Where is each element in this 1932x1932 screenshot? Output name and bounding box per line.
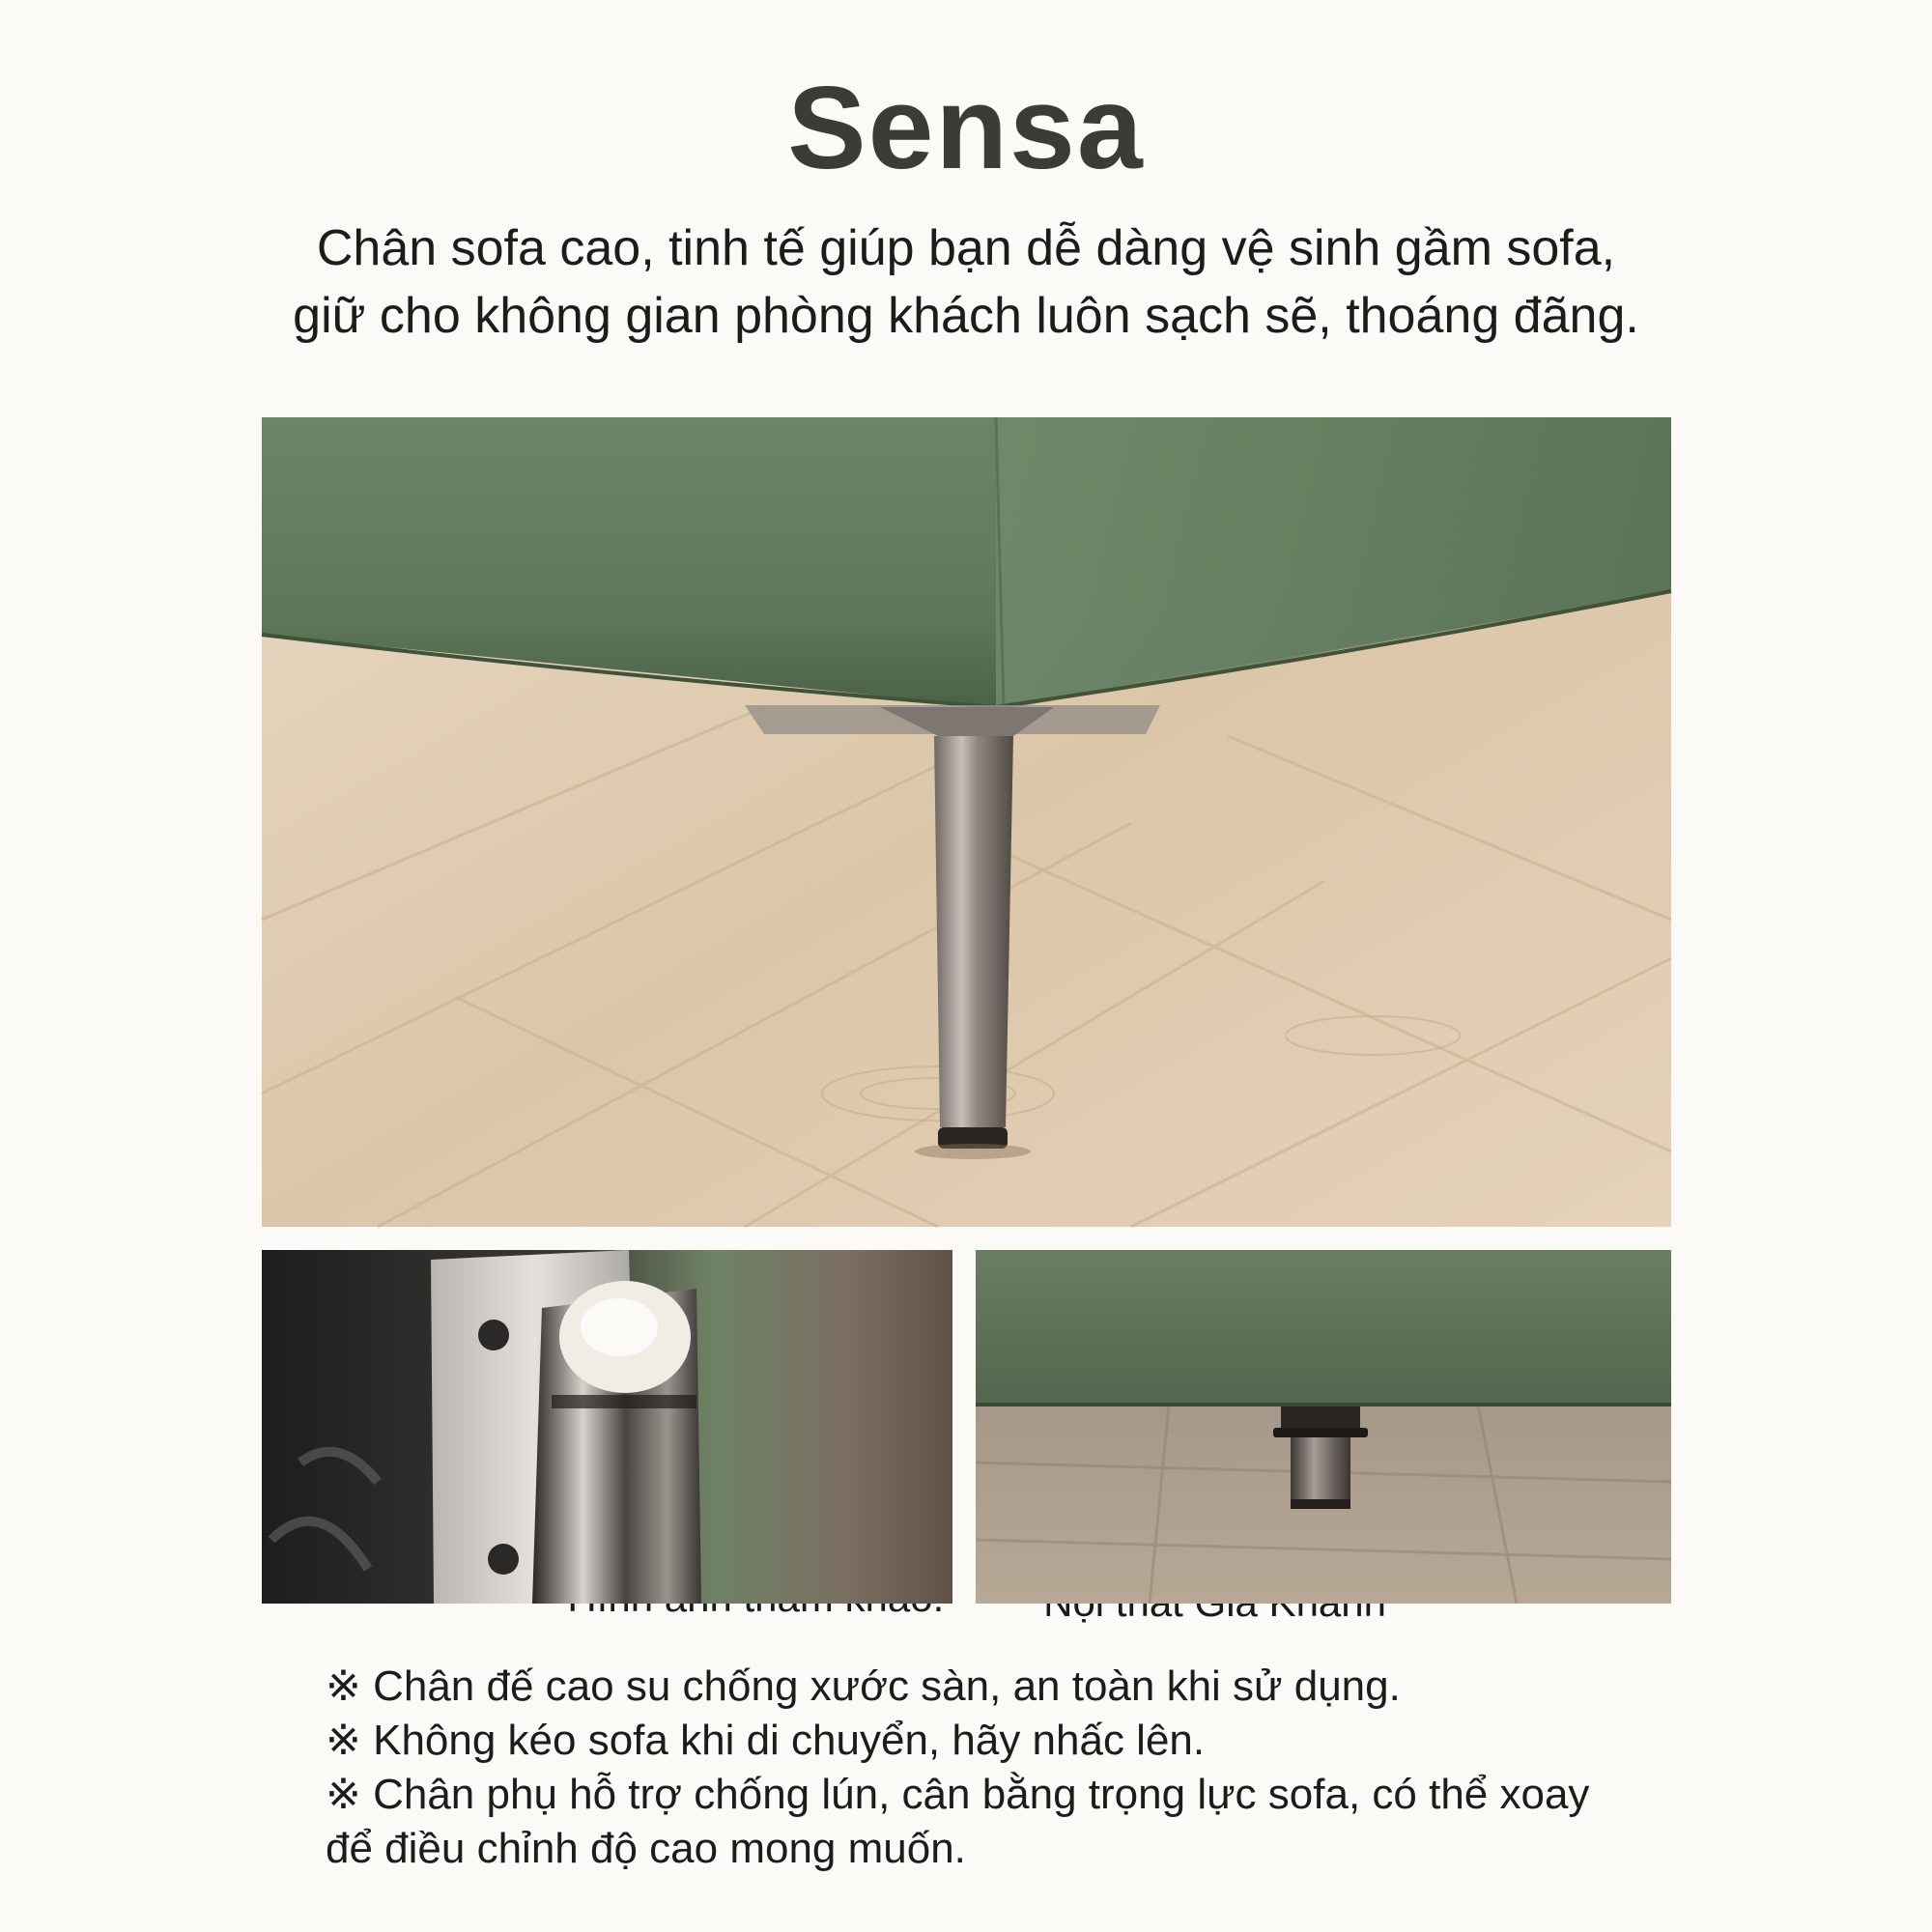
note-support-leg-continued: để điều chỉnh độ cao mong muốn.: [326, 1825, 966, 1872]
sofa-leg-illustration: [262, 417, 1671, 1227]
usage-notes: [326, 1660, 1697, 1876]
description-line-2: giữ cho không gian phòng khách luôn sạch sẽ, thoáng đãng.: [293, 288, 1639, 344]
note-rubber-feet: ※ Chân đế cao su chống xước sàn, an toàn khi sử dụng.: [326, 1662, 1401, 1710]
detail-photo-support-foot: [976, 1250, 1671, 1604]
support-foot-illustration: [976, 1250, 1671, 1604]
detail-photo-rubber-pad: [262, 1250, 952, 1604]
hero-photo-sofa-leg: [262, 417, 1671, 1227]
rubber-pad-illustration: [262, 1250, 952, 1604]
note-support-leg: ※ Chân phụ hỗ trợ chống lún, cân bằng trọng lực sofa, có thể xoay: [326, 1771, 1590, 1818]
product-description: [145, 214, 1787, 350]
product-title: Sensa: [787, 62, 1145, 193]
description-line-1: Chân sofa cao, tinh tế giúp bạn dễ dàng vệ sinh gầm sofa,: [316, 220, 1616, 276]
note-lift-when-moving: ※ Không kéo sofa khi di chuyển, hãy nhấc lên.: [326, 1717, 1206, 1764]
